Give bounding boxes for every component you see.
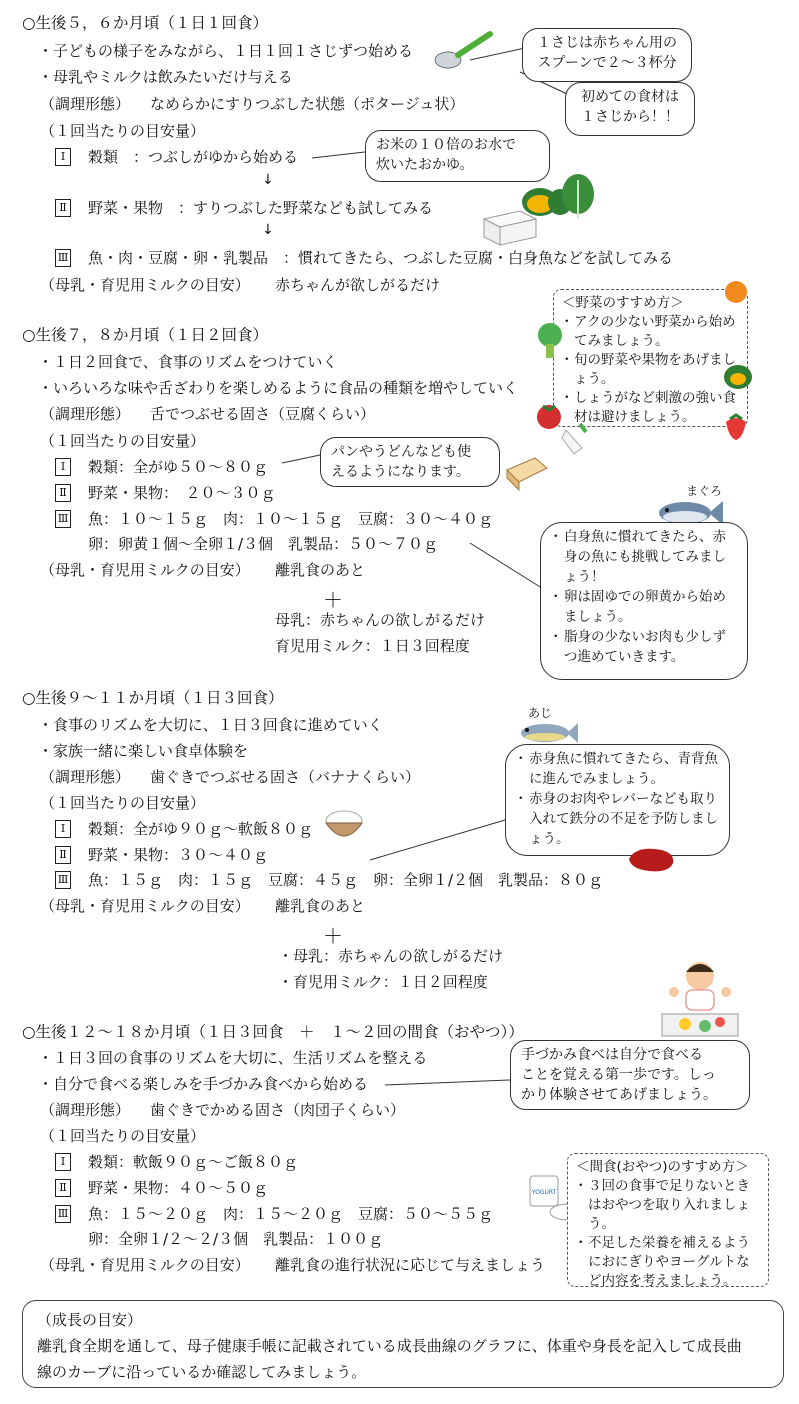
section1-prep-text: なめらかにすりつぶした状態（ポタージュ状） [150, 95, 465, 113]
section1-milk-text: 赤ちゃんが欲しがるだけ [275, 276, 441, 294]
section2-row2: 野菜・果物： ２０～３０ｇ [88, 484, 276, 502]
snack-tips-title: ＜間食(おやつ)のすすめ方＞ [576, 1159, 749, 1175]
section3-roman1: Ⅰ [55, 820, 71, 838]
section2-roman1: Ⅰ [55, 458, 71, 476]
section3-milk-label: （母乳・育児用ミルクの目安） [40, 897, 250, 915]
section1-bullet2: ・母乳やミルクは飲みたいだけ与える [38, 68, 293, 86]
fish-tip-1: ・ 白身魚に慣れてきたら、赤身の魚にも挑戦してみましょう！ [551, 527, 737, 587]
bubble-red-fish [540, 522, 748, 680]
section2-row3-line2: 卵：卵黄１個～全卵１/３個 乳製品：５０～７０ｇ [88, 535, 439, 553]
bubble-first-food [565, 82, 695, 136]
section2-prep-text: 舌でつぶせる固さ（豆腐くらい） [150, 405, 376, 423]
tofu-icon [480, 205, 540, 249]
section3-roman2: Ⅱ [55, 846, 71, 864]
section4-roman2: Ⅱ [55, 1179, 71, 1197]
veg-tips-title: ＜野菜のすすめ方＞ [562, 295, 684, 311]
section1-row2: 野菜・果物 ：すりつぶした野菜なども試してみる [88, 199, 434, 217]
bubble-rice-porridge [365, 130, 550, 182]
section1-roman2: Ⅱ [55, 199, 71, 217]
horse-mackerel-label: あじ [528, 706, 553, 720]
section3-title: ○生後９～１１か月頃（１日３回食） [22, 689, 284, 707]
section2-row1: 穀類：全がゆ５０～８０ｇ [88, 458, 269, 476]
section3-plus: ＋ [323, 924, 343, 948]
section4-bullet1: ・１日３回の食事のリズムを大切に、生活リズムを整える [38, 1049, 428, 1067]
veg-tip-3: ・ しょうがなど刺激の強い食材は避けましょう。 [562, 389, 739, 427]
section2-milk-text: 離乳食のあと [275, 561, 366, 579]
growth-text-line1: 離乳食全期を通して、母子健康手帳に記載されている成長曲線のグラフに、体重や身長を記入して成長曲 [37, 1337, 742, 1355]
section2-amount-label: （１回当たりの目安量） [40, 432, 206, 450]
section4-milk-text: 離乳食の進行状況に応じて与えましょう [275, 1256, 546, 1274]
bubble-spoon-line1: １さじは赤ちゃん用の [537, 35, 677, 51]
growth-box [22, 1300, 784, 1388]
section3-milk3: ・育児用ミルク：１日２回程度 [278, 973, 488, 991]
section1-roman3: Ⅲ [55, 249, 71, 267]
section3-row2: 野菜・果物：３０～４０ｇ [88, 846, 269, 864]
bubble-spoon-line2: スプーンで２～３杯分 [537, 55, 677, 71]
section1-row1: 穀類 ：つぶしがゆから始める [88, 148, 299, 166]
section4-milk-label: （母乳・育児用ミルクの目安） [40, 1256, 250, 1274]
section3-milk2: ・母乳：赤ちゃんの欲しがるだけ [278, 947, 504, 965]
yogurt-label-text: YOGURT [531, 1189, 557, 1196]
section4-prep-label: （調理形態） [40, 1101, 131, 1119]
snack-tip-1: ・ ３回の食事で足りないときはおやつを取り入れましょう。 [576, 1177, 760, 1234]
radish-icon [560, 420, 590, 456]
section2-prep-label: （調理形態） [40, 405, 131, 423]
pumpkin-small-icon [722, 360, 754, 392]
finger-food-line2: ことを覚える第一歩です。しっ [521, 1067, 716, 1083]
fish-tip-3: ・ 脂身の少ないお肉も少しずつ進めていきます。 [551, 627, 737, 667]
spinach-icon [558, 172, 598, 224]
section4-roman1: Ⅰ [55, 1153, 71, 1171]
bubble-first-line2: １さじから！！ [581, 109, 679, 125]
section4-row2: 野菜・果物：４０～５０ｇ [88, 1179, 269, 1197]
bubble-first-line1: 初めての食材は [581, 89, 679, 105]
snack-tips-box [567, 1153, 769, 1287]
section1-title: ○生後５，６か月頃（１日１回食） [22, 14, 269, 32]
section3-prep-text: 歯ぐきでつぶせる固さ（バナナくらい） [150, 768, 421, 786]
strawberry-icon [723, 412, 749, 442]
broccoli-icon [533, 322, 567, 360]
section3-bullet1: ・食事のリズムを大切に、１日３回食に進めていく [38, 716, 383, 734]
tuna-label: まぐろ [686, 484, 723, 498]
section1-bullet1: ・子どもの様子をみながら、１日１回１さじずつ始める [38, 42, 414, 60]
section3-roman3: Ⅲ [55, 871, 71, 889]
section2-roman2: Ⅱ [55, 484, 71, 502]
section3-row3: 魚：１５ｇ 肉：１５ｇ 豆腐：４５ｇ 卵：全卵１/２個 乳製品：８０ｇ [88, 871, 604, 889]
section1-milk-label: （母乳・育児用ミルクの目安） [40, 276, 250, 294]
section1-roman1: Ⅰ [55, 148, 71, 166]
finger-food-line1: 手づかみ食べは自分で食べる [521, 1047, 703, 1063]
section1-arrow2: ↓ [262, 222, 274, 238]
bubble-bread [320, 437, 500, 487]
section2-plus: ＋ [323, 588, 343, 612]
blue-fish-tip-2: ・ 赤身のお肉やレバーなども取り入れて鉄分の不足を予防しましょう。 [516, 789, 719, 849]
veg-tip-1: ・ アクの少ない野菜から始めてみましょう。 [562, 313, 739, 351]
spoon-icon [432, 26, 497, 74]
bread-icon [503, 452, 549, 492]
bubble-spoon-size [522, 28, 692, 82]
bubble-rice-line1: お米の１０倍のお水で [376, 137, 516, 153]
growth-text-line2: 線のカーブに沿っているか確認してみましょう。 [37, 1363, 367, 1381]
section1-amount-label: （１回当たりの目安量） [40, 122, 206, 140]
bubble-bread-line1: パンやうどんなども使 [331, 444, 471, 460]
veg-tips-box [553, 289, 748, 427]
section2-roman3: Ⅲ [55, 510, 71, 528]
section2-milk3: 育児用ミルク：１日３回程度 [275, 637, 470, 655]
section4-row3: 魚：１５～２０ｇ 肉：１５～２０ｇ 豆腐：５０～５５ｇ [88, 1205, 494, 1223]
section1-arrow1: ↓ [262, 172, 274, 188]
fish-tip-2: ・ 卵は固ゆでの卵黄から始めましょう。 [551, 587, 737, 627]
section3-bullet2: ・家族一緒に楽しい食卓体験を [38, 742, 249, 760]
blue-fish-tip-1: ・ 赤身魚に慣れてきたら、青背魚に進んでみましょう。 [516, 749, 719, 789]
section1-row3: 魚・肉・豆腐・卵・乳製品 ：慣れてきたら、つぶした豆腐・白身魚などを試してみる [88, 249, 674, 267]
section2-title: ○生後７，８か月頃（１日２回食） [22, 326, 269, 344]
section4-title: ○生後１２～１８か月頃（１日３回食 ＋ １～２回の間食（おやつ）） [22, 1023, 524, 1041]
bubble-blue-fish [505, 744, 730, 856]
finger-food-line3: かり体験させてあげましょう。 [521, 1087, 717, 1103]
section4-amount-label: （１回当たりの目安量） [40, 1127, 206, 1145]
section1-prep-label: （調理形態） [40, 95, 131, 113]
bubble-bread-line2: えるようになります。 [331, 464, 470, 480]
section4-row1: 穀類：軟飯９０ｇ～ご飯８０ｇ [88, 1153, 299, 1171]
section4-roman3: Ⅲ [55, 1205, 71, 1223]
bubble-rice-line2: 炊いたおかゆ。 [376, 157, 474, 173]
veg-tip-2: ・ 旬の野菜や果物をあげましょう。 [562, 351, 739, 389]
orange-icon [723, 278, 749, 304]
section4-row3-line2: 卵：全卵１/２～２/３個 乳製品：１００ｇ [88, 1230, 384, 1248]
child-eating-illustration [660, 956, 740, 1038]
section4-bullet2: ・自分で食べる楽しみを手づかみ食べから始める [38, 1075, 369, 1093]
rice-bowl-icon [322, 805, 366, 845]
bubble-finger-food [510, 1040, 750, 1110]
section4-prep-text: 歯ぐきでかめる固さ（肉団子くらい） [150, 1101, 406, 1119]
liver-meat-icon [625, 845, 677, 875]
section3-row1: 穀類：全がゆ９０ｇ～軟飯８０ｇ [88, 820, 314, 838]
growth-title: （成長の目安） [37, 1311, 143, 1329]
section2-bullet1: ・１日２回食で、食事のリズムをつけていく [38, 353, 338, 371]
section3-amount-label: （１回当たりの目安量） [40, 794, 206, 812]
section2-bullet2: ・いろいろな味や舌ざわりを楽しめるように食品の種類を増やしていく [38, 379, 519, 397]
snack-tip-2: ・ 不足した栄養を補えるようにおにぎりやヨーグルトなど内容を考えましょう。 [576, 1234, 760, 1291]
section2-row3: 魚：１０～１５ｇ 肉：１０～１５ｇ 豆腐：３０～４０ｇ [88, 510, 494, 528]
section3-milk-text: 離乳食のあと [275, 897, 366, 915]
section2-milk2: 母乳：赤ちゃんの欲しがるだけ [275, 611, 486, 629]
section3-prep-label: （調理形態） [40, 768, 131, 786]
section2-milk-label: （母乳・育児用ミルクの目安） [40, 561, 250, 579]
